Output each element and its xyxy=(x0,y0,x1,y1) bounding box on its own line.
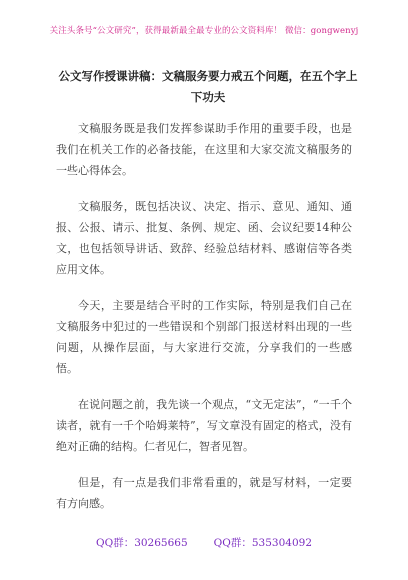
paragraph-2: 文稿服务，既包括决议、决定、指示、意见、通知、通报、公报、请示、批复、条例、规定、函、会议纪要14种公文，也包括领导讲话、致辞、经验总结材料、感谢信等各类应用文体。 xyxy=(56,200,352,276)
paragraph-3: 今天，主要是结合平时的工作实际，特别是我们自己在文稿服务中犯过的一些错误和个别部门报送材料出现的一些问题，从操作层面，与大家进行交流，分享我们的一些感悟。 xyxy=(56,299,352,375)
paragraph-4: 在说问题之前，我先谈一个观点，“文无定法”，“一千个读者，就有一千个哈姆莱特”，写文章没有固定的格式，没有绝对正确的结构。仁者见仁，智者见智。 xyxy=(56,398,352,453)
paragraph-5: 但是，有一点是我们非常看重的，就是写材料，一定要有方向感。 xyxy=(56,476,352,510)
footer xyxy=(0,535,408,550)
header-banner: 关注头条号“公文研究”，获得最新最全最专业的公文资料库！ 微信：gongwenyj xyxy=(49,26,359,36)
document-body xyxy=(56,118,352,529)
paragraph-1: 文稿服务既是我们发挥参谋助手作用的重要手段，也是我们在机关工作的必备技能，在这里和大家交流文稿服务的一些心得体会。 xyxy=(56,122,352,177)
document-title: 公文写作授课讲稿：文稿服务要力戒五个问题，在五个字上下功夫 xyxy=(58,69,358,104)
footer-qq-group-2: QQ群：535304092 xyxy=(213,537,312,549)
footer-qq-group-1: QQ群：30265665 xyxy=(95,537,188,549)
